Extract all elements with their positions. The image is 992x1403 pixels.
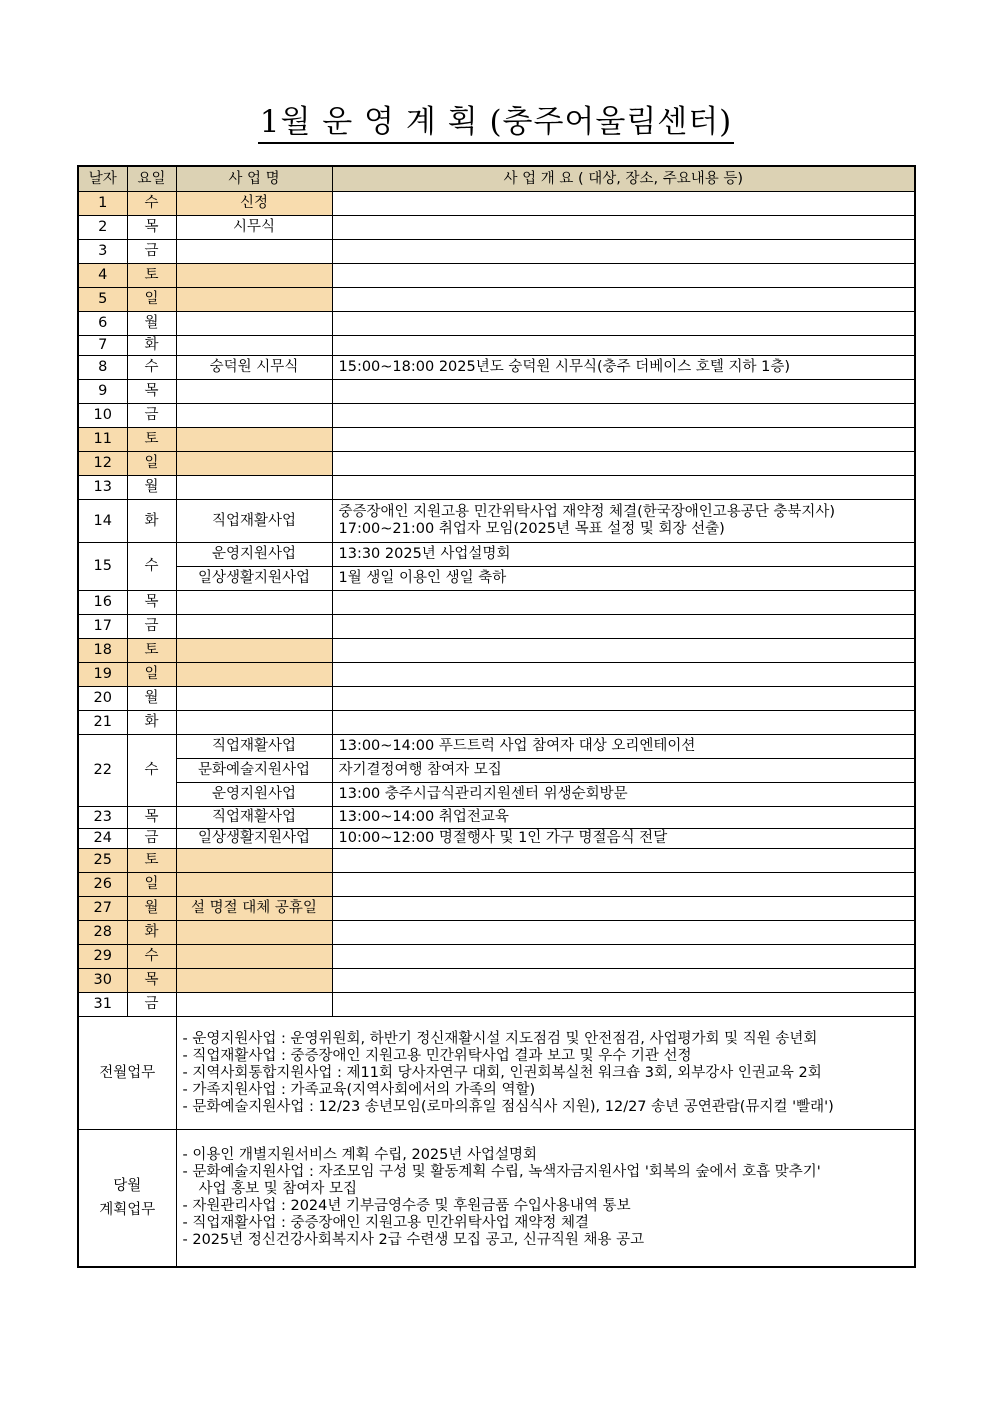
business-cell xyxy=(176,428,332,452)
prev-month-label: 전월업무 xyxy=(78,1017,176,1130)
table-row xyxy=(78,687,915,711)
this-month-label xyxy=(78,1130,176,1268)
date-cell: 16 xyxy=(78,591,127,615)
prev-month-line: - 지역사회통합지원사업 : 제11회 당사자연구 대회, 인권회복실천 워크숍 3회, 외부강사 인권교육 2회 xyxy=(182,1064,822,1081)
business-cell xyxy=(176,849,332,873)
overview-cell xyxy=(332,615,915,639)
this-month-line: - 직업재활사업 : 중증장애인 지원고용 민간위탁사업 재약정 체결 xyxy=(182,1215,590,1231)
day-cell: 일 xyxy=(127,663,176,687)
day-cell: 화 xyxy=(127,921,176,945)
date-cell: 26 xyxy=(78,873,127,897)
table-row xyxy=(78,945,915,969)
date-cell: 24 xyxy=(78,829,127,849)
business-cell xyxy=(176,639,332,663)
table-row xyxy=(78,759,915,783)
this-month-line: - 자원관리사업 : 2024년 기부금영수증 및 후원금품 수입사용내역 통보 xyxy=(182,1198,631,1214)
date-cell: 28 xyxy=(78,921,127,945)
plan-table xyxy=(77,165,916,1268)
date-cell: 23 xyxy=(78,807,127,829)
overview-cell xyxy=(332,849,915,873)
overview-cell xyxy=(332,380,915,404)
day-cell: 화 xyxy=(127,336,176,356)
business-cell: 숭덕원 시무식 xyxy=(176,356,332,380)
table-row xyxy=(78,615,915,639)
day-cell: 목 xyxy=(127,969,176,993)
table-row xyxy=(78,500,915,543)
overview-cell xyxy=(332,945,915,969)
business-cell: 일상생활지원사업 xyxy=(176,829,332,849)
day-cell: 일 xyxy=(127,873,176,897)
table-row xyxy=(78,264,915,288)
overview-cell xyxy=(332,192,915,216)
business-cell xyxy=(176,945,332,969)
day-cell: 수 xyxy=(127,735,176,807)
overview-cell xyxy=(332,711,915,735)
table-row xyxy=(78,897,915,921)
day-cell: 금 xyxy=(127,404,176,428)
date-cell: 2 xyxy=(78,216,127,240)
business-cell xyxy=(176,404,332,428)
table-row xyxy=(78,216,915,240)
table-row xyxy=(78,639,915,663)
day-cell: 월 xyxy=(127,687,176,711)
table-row xyxy=(78,993,915,1017)
overview-cell xyxy=(332,264,915,288)
day-cell: 월 xyxy=(127,312,176,336)
business-cell xyxy=(176,663,332,687)
table-row xyxy=(78,428,915,452)
overview-cell xyxy=(332,969,915,993)
day-cell: 목 xyxy=(127,807,176,829)
business-cell: 일상생활지원사업 xyxy=(176,567,332,591)
business-cell: 직업재활사업 xyxy=(176,807,332,829)
overview-cell xyxy=(332,500,915,543)
date-cell: 20 xyxy=(78,687,127,711)
business-cell: 신정 xyxy=(176,192,332,216)
this-month-label-line1: 당월 xyxy=(113,1178,142,1194)
date-cell: 31 xyxy=(78,993,127,1017)
business-cell xyxy=(176,312,332,336)
business-cell xyxy=(176,873,332,897)
business-cell xyxy=(176,288,332,312)
date-cell: 3 xyxy=(78,240,127,264)
business-cell xyxy=(176,969,332,993)
header-date: 날자 xyxy=(78,166,127,192)
overview-cell xyxy=(332,216,915,240)
date-cell: 5 xyxy=(78,288,127,312)
date-cell: 1 xyxy=(78,192,127,216)
business-cell xyxy=(176,264,332,288)
day-cell: 화 xyxy=(127,500,176,543)
this-month-content xyxy=(176,1130,915,1268)
day-cell: 목 xyxy=(127,380,176,404)
this-month-line: 사업 홍보 및 참여자 모집 xyxy=(198,1181,358,1197)
date-cell: 18 xyxy=(78,639,127,663)
prev-month-line: - 가족지원사업 : 가족교육(지역사회에서의 가족의 역할) xyxy=(182,1081,536,1098)
overview-line: 중증장애인 지원고용 민간위탁사업 재약정 체결(한국장애인고용공단 충북지사) xyxy=(338,504,836,520)
overview-cell xyxy=(332,897,915,921)
business-cell: 설 명절 대체 공휴일 xyxy=(176,897,332,921)
overview-cell xyxy=(332,428,915,452)
business-cell xyxy=(176,452,332,476)
overview-cell xyxy=(332,687,915,711)
table-row xyxy=(78,567,915,591)
business-cell xyxy=(176,336,332,356)
day-cell: 토 xyxy=(127,639,176,663)
date-cell: 25 xyxy=(78,849,127,873)
business-cell xyxy=(176,476,332,500)
header-row xyxy=(78,166,915,192)
table-row xyxy=(78,240,915,264)
date-cell: 30 xyxy=(78,969,127,993)
table-row xyxy=(78,783,915,807)
prev-month-line: - 문화예술지원사업 : 12/23 송년모임(로마의휴일 점심식사 지원), 12/27 송년 공연관람(뮤지컬 '빨래') xyxy=(182,1098,834,1115)
overview-cell: 10:00~12:00 명절행사 및 1인 가구 명절음식 전달 xyxy=(332,829,915,849)
business-cell xyxy=(176,591,332,615)
date-cell: 4 xyxy=(78,264,127,288)
overview-cell xyxy=(332,921,915,945)
date-cell: 29 xyxy=(78,945,127,969)
date-cell: 13 xyxy=(78,476,127,500)
prev-month-line: - 운영지원사업 : 운영위원회, 하반기 정신재활시설 지도점검 및 안전점검, 사업평가회 및 직원 송년회 xyxy=(182,1030,818,1047)
this-month-line: - 이용인 개별지원서비스 계획 수립, 2025년 사업설명회 xyxy=(182,1147,538,1163)
date-cell: 19 xyxy=(78,663,127,687)
table-row xyxy=(78,452,915,476)
day-cell: 월 xyxy=(127,897,176,921)
table-row xyxy=(78,336,915,356)
overview-cell: 13:00~14:00 취업전교육 xyxy=(332,807,915,829)
business-cell xyxy=(176,993,332,1017)
table-row xyxy=(78,380,915,404)
day-cell: 금 xyxy=(127,240,176,264)
table-row xyxy=(78,873,915,897)
overview-cell xyxy=(332,404,915,428)
title-wrap xyxy=(0,103,992,144)
table-row xyxy=(78,711,915,735)
table-row xyxy=(78,663,915,687)
business-cell xyxy=(176,921,332,945)
day-cell: 목 xyxy=(127,591,176,615)
business-cell: 운영지원사업 xyxy=(176,543,332,567)
day-cell: 월 xyxy=(127,476,176,500)
overview-cell xyxy=(332,312,915,336)
date-cell: 7 xyxy=(78,336,127,356)
business-cell xyxy=(176,380,332,404)
day-cell: 수 xyxy=(127,356,176,380)
business-cell: 시무식 xyxy=(176,216,332,240)
overview-cell xyxy=(332,336,915,356)
business-cell: 직업재활사업 xyxy=(176,500,332,543)
prev-month-content xyxy=(176,1017,915,1130)
prev-month-row xyxy=(78,1017,915,1130)
this-month-label-line2: 계획업무 xyxy=(99,1202,156,1218)
overview-line: 17:00~21:00 취업자 모임(2025년 목표 설정 및 회장 선출) xyxy=(338,521,725,537)
overview-cell xyxy=(332,873,915,897)
date-cell: 21 xyxy=(78,711,127,735)
overview-cell xyxy=(332,240,915,264)
overview-cell: 1월 생일 이용인 생일 축하 xyxy=(332,567,915,591)
table-row xyxy=(78,807,915,829)
date-cell: 22 xyxy=(78,735,127,807)
table-row xyxy=(78,312,915,336)
table-row xyxy=(78,849,915,873)
date-cell: 10 xyxy=(78,404,127,428)
header-business: 사 업 명 xyxy=(176,166,332,192)
overview-cell: 13:30 2025년 사업설명회 xyxy=(332,543,915,567)
header-overview: 사 업 개 요 ( 대상, 장소, 주요내용 등) xyxy=(332,166,915,192)
day-cell: 일 xyxy=(127,452,176,476)
date-cell: 17 xyxy=(78,615,127,639)
day-cell: 일 xyxy=(127,288,176,312)
date-cell: 6 xyxy=(78,312,127,336)
table-row xyxy=(78,356,915,380)
day-cell: 금 xyxy=(127,829,176,849)
overview-cell: 13:00 충주시급식관리지원센터 위생순회방문 xyxy=(332,783,915,807)
day-cell: 목 xyxy=(127,216,176,240)
day-cell: 금 xyxy=(127,993,176,1017)
date-cell: 8 xyxy=(78,356,127,380)
overview-cell: 자기결정여행 참여자 모집 xyxy=(332,759,915,783)
day-cell: 금 xyxy=(127,615,176,639)
overview-cell xyxy=(332,591,915,615)
header-day: 요일 xyxy=(127,166,176,192)
day-cell: 토 xyxy=(127,428,176,452)
business-cell: 직업재활사업 xyxy=(176,735,332,759)
this-month-line: - 문화예술지원사업 : 자조모임 구성 및 활동계획 수립, 녹색자금지원사업 '회복의 숲에서 호흡 맞추기' xyxy=(182,1164,821,1180)
overview-cell xyxy=(332,452,915,476)
overview-cell xyxy=(332,663,915,687)
table-row xyxy=(78,543,915,567)
table-row xyxy=(78,192,915,216)
overview-cell: 13:00~14:00 푸드트럭 사업 참여자 대상 오리엔테이션 xyxy=(332,735,915,759)
date-cell: 15 xyxy=(78,543,127,591)
day-cell: 화 xyxy=(127,711,176,735)
overview-cell xyxy=(332,993,915,1017)
date-cell: 12 xyxy=(78,452,127,476)
date-cell: 14 xyxy=(78,500,127,543)
business-cell xyxy=(176,240,332,264)
date-cell: 27 xyxy=(78,897,127,921)
date-cell: 9 xyxy=(78,380,127,404)
business-cell: 운영지원사업 xyxy=(176,783,332,807)
table-row xyxy=(78,969,915,993)
overview-cell: 15:00~18:00 2025년도 숭덕원 시무식(충주 더베이스 호텔 지하 1층) xyxy=(332,356,915,380)
overview-cell xyxy=(332,476,915,500)
prev-month-line: - 직업재활사업 : 중증장애인 지원고용 민간위탁사업 결과 보고 및 우수 기관 선정 xyxy=(182,1047,692,1064)
table-row xyxy=(78,476,915,500)
day-cell: 수 xyxy=(127,945,176,969)
table-row xyxy=(78,829,915,849)
day-cell: 수 xyxy=(127,543,176,591)
table-row xyxy=(78,921,915,945)
overview-cell xyxy=(332,639,915,663)
this-month-line: - 2025년 정신건강사회복지사 2급 수련생 모집 공고, 신규직원 채용 공고 xyxy=(182,1232,645,1248)
business-cell xyxy=(176,711,332,735)
this-month-row xyxy=(78,1130,915,1268)
business-cell xyxy=(176,615,332,639)
day-cell: 수 xyxy=(127,192,176,216)
date-cell: 11 xyxy=(78,428,127,452)
table-row xyxy=(78,288,915,312)
day-cell: 토 xyxy=(127,849,176,873)
business-cell xyxy=(176,687,332,711)
business-cell: 문화예술지원사업 xyxy=(176,759,332,783)
page-title: 1월 운 영 계 획 (충주어울림센터) xyxy=(258,103,735,144)
day-cell: 토 xyxy=(127,264,176,288)
table-row xyxy=(78,404,915,428)
overview-cell xyxy=(332,288,915,312)
table-row xyxy=(78,591,915,615)
table-row xyxy=(78,735,915,759)
